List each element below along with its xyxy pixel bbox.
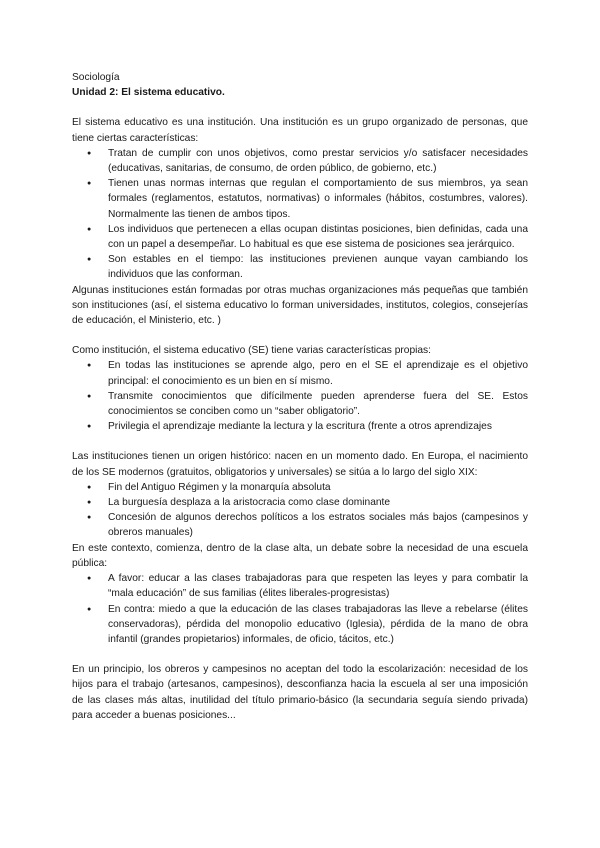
debate-intro: En este contexto, comienza, dentro de la clase alta, un debate sobre la necesidad de una escuela pública: (72, 542, 528, 569)
list-item: ● Privilegia el aprendizaje mediante la lectura y la escritura (frente a otros aprendizajes (72, 419, 528, 434)
unit-title: Unidad 2: El sistema educativo. (72, 87, 225, 99)
list-item: ● En contra: miedo a que la educación de las clases trabajadoras las lleve a rebelarse (élites conservadoras), pérdida del monopolio educativo (Iglesia), pérdida de la mano de obra infantil (grandes propietarios) informales, de oficio, tácitos, etc.) (72, 602, 528, 648)
section1-list (72, 146, 528, 283)
list-item: ● En todas las instituciones se aprende algo, pero en el SE el aprendizaje es el objetivo principal: el conocimiento es un bien en sí mismo. (72, 358, 528, 388)
subject-label: Sociología (72, 72, 120, 83)
document-page (72, 70, 528, 723)
list-item: ● Tienen unas normas internas que regulan el comportamiento de sus miembros, ya sean formales (reglamentos, estatutos, normativas) o informales (hábitos, costumbres, valores). Normalmente las tienen de ambos tipos. (72, 176, 528, 222)
list-item: ● Los individuos que pertenecen a ellas ocupan distintas posiciones, bien definidas, cada una con un papel a desempeñar. Lo habitual es que ese sistema de posiciones sea jerárquico. (72, 222, 528, 252)
section1-intro: El sistema educativo es una institución. Una institución es un grupo organizado de personas, que tiene ciertas características: (72, 117, 528, 144)
list-item: ● Concesión de algunos derechos políticos a los estratos sociales más bajos (campesinos y obreros manuales) (72, 510, 528, 540)
section2-list (72, 358, 528, 434)
list-item: ● Tratan de cumplir con unos objetivos, como prestar servicios y/o satisfacer necesidades (educativas, sanitarias, de consumo, de orden público, de gobierno, etc.) (72, 146, 528, 176)
section1-closing: Algunas instituciones están formadas por otras muchas organizaciones más pequeñas que también son instituciones (así, el sistema educativo lo forman universidades, institutos, colegios, consejerías de educación, el Ministerio, etc. ) (72, 284, 528, 327)
list-item: ● Transmite conocimientos que difícilmente pueden aprenderse fuera del SE. Estos conocimientos se conciben como un “saber obligatorio”. (72, 389, 528, 419)
list-item: ● Fin del Antiguo Régimen y la monarquía absoluta (72, 480, 528, 495)
section2-intro: Como institución, el sistema educativo (SE) tiene varias características propias: (72, 345, 431, 357)
section4-paragraph: En un principio, los obreros y campesinos no aceptan del todo la escolarización: necesidad de los hijos para el trabajo (artesanos, campesinos), desconfianza hacia la escuela al ser una imposición de las clases más altas, inutilidad del título primario-básico (la secundaria seguía siendo privada) para acceder a buenas posiciones... (72, 664, 528, 721)
list-item: ● Son estables en el tiempo: las instituciones previenen aunque vayan cambiando los individuos que las conforman. (72, 252, 528, 282)
list-item: ● La burguesía desplaza a la aristocracia como clase dominante (72, 495, 528, 510)
list-item: ● A favor: educar a las clases trabajadoras para que respeten las leyes y para combatir la “mala educación” de sus familias (élites liberales-progresistas) (72, 571, 528, 601)
debate-list (72, 571, 528, 647)
section3-list (72, 480, 528, 541)
section3-intro: Las instituciones tienen un origen histórico: nacen en un momento dado. En Europa, el nacimiento de los SE modernos (gratuitos, obligatorios y universales) se sitúa a lo largo del siglo XIX: (72, 451, 528, 478)
